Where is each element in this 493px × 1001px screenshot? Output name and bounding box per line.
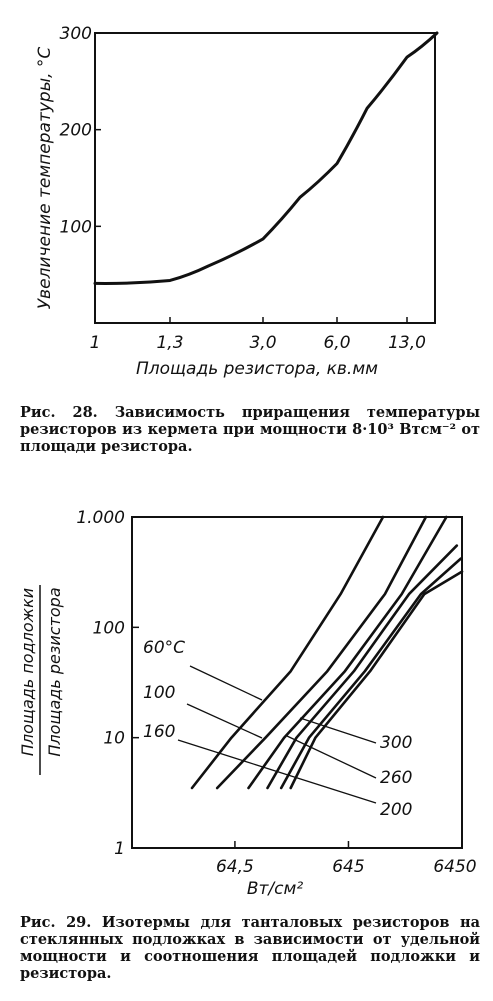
y-tick-label: 10 bbox=[103, 728, 125, 749]
x-tick-label: 645 bbox=[332, 857, 365, 877]
series-line bbox=[192, 517, 383, 788]
x-axis-label: Площадь резистора, кв.мм bbox=[135, 359, 379, 379]
series-line bbox=[95, 33, 437, 283]
y-tick-label: 200 bbox=[59, 120, 92, 141]
curve-label: 300 bbox=[380, 733, 413, 753]
figure-28 bbox=[0, 0, 493, 400]
figure-28-caption: Рис. 28. Зависимость приращения температуры резисторов из кермета при мощности 8·10³ Втсм⁻² от площади резистора. bbox=[20, 404, 480, 455]
y-tick-label: 100 bbox=[92, 618, 125, 639]
curve-label-leader bbox=[300, 718, 376, 743]
figure-29 bbox=[0, 490, 493, 910]
plot-frame bbox=[132, 517, 462, 848]
y-tick-label: 300 bbox=[59, 24, 92, 44]
curve-label: 60°C bbox=[143, 638, 186, 658]
plot-frame bbox=[95, 33, 435, 323]
x-tick-label: 3,0 bbox=[249, 333, 277, 353]
curve-label: 200 bbox=[380, 800, 413, 820]
curve-label: 160 bbox=[143, 722, 176, 742]
curve-label: 260 bbox=[380, 768, 413, 788]
x-tick-label: 6450 bbox=[433, 857, 477, 877]
y-axis-label-numerator: Площадь подложки bbox=[18, 587, 37, 757]
y-axis-label: Увеличение температуры, °C bbox=[35, 46, 55, 310]
x-axis-label: Вт/см² bbox=[246, 879, 304, 899]
figure-28-chart bbox=[0, 0, 493, 400]
x-tick-label: 6,0 bbox=[323, 333, 351, 353]
x-tick-label: 1,3 bbox=[156, 333, 184, 353]
curve-label-leader bbox=[287, 736, 376, 778]
curve-label: 100 bbox=[143, 683, 176, 703]
x-tick-label: 13,0 bbox=[388, 333, 426, 353]
curve-label-leader bbox=[190, 666, 262, 700]
x-tick-label: 64,5 bbox=[215, 857, 254, 877]
x-tick-label: 1 bbox=[89, 333, 101, 353]
figure-29-caption: Рис. 29. Изотермы для танталовых резисторов на стеклянных подложках в зависимости от удельной мощности и соотношения площадей подложки и резистора. bbox=[20, 914, 480, 982]
y-axis-label-denominator: Площадь резистора bbox=[45, 587, 64, 757]
y-tick-label: 100 bbox=[59, 217, 92, 238]
curve-label-leader bbox=[187, 704, 262, 738]
series-line bbox=[249, 517, 447, 788]
figure-29-chart bbox=[0, 490, 493, 910]
y-tick-label: 1.000 bbox=[76, 508, 125, 528]
y-tick-label: 1 bbox=[114, 839, 125, 859]
series-line bbox=[268, 546, 457, 788]
